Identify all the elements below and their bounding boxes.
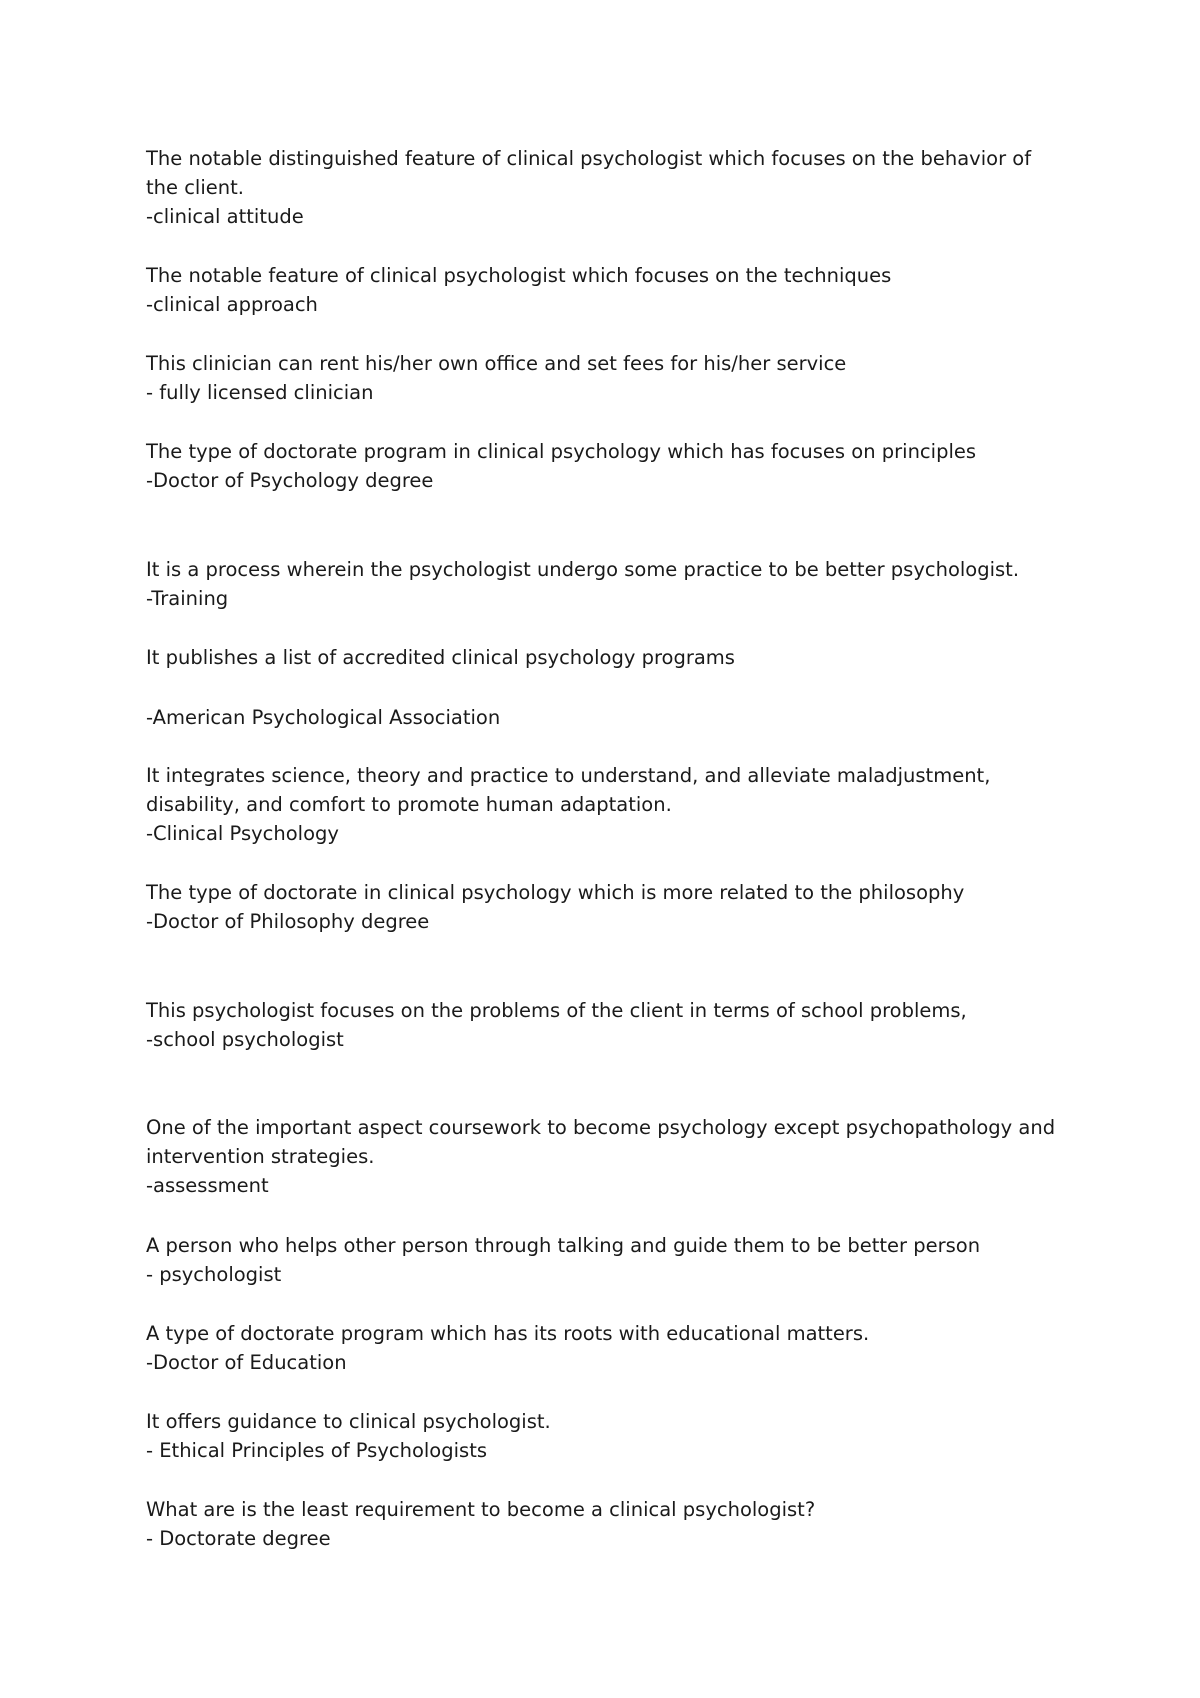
question-text: The type of doctorate in clinical psychology which is more related to the philosophy [146, 881, 965, 904]
answer-text: - psychologist [146, 1263, 282, 1286]
question-text: This psychologist focuses on the problems of the client in terms of school problems, [146, 999, 967, 1022]
answer-text: -Doctor of Psychology degree [146, 469, 434, 492]
question-text: disability, and comfort to promote human adaptation. [146, 793, 672, 816]
question-text: A type of doctorate program which has its roots with educational matters. [146, 1322, 870, 1345]
answer-text: -Doctor of Philosophy degree [146, 910, 430, 933]
question-text: It publishes a list of accredited clinical psychology programs [146, 646, 735, 669]
question-text: This clinician can rent his/her own office and set fees for his/her service [146, 352, 847, 375]
question-text: The type of doctorate program in clinical psychology which has focuses on principles [146, 440, 977, 463]
question-text: One of the important aspect coursework to become psychology except psychopathology and [146, 1116, 1056, 1139]
answer-text: -Training [146, 587, 229, 610]
answer-text: -Clinical Psychology [146, 822, 339, 845]
question-text: the client. [146, 176, 244, 199]
answer-text: -American Psychological Association [146, 706, 501, 729]
answer-text: -clinical attitude [146, 205, 304, 228]
question-text: It offers guidance to clinical psychologist. [146, 1410, 551, 1433]
question-text: It integrates science, theory and practice to understand, and alleviate maladjustment, [146, 764, 991, 787]
question-text: A person who helps other person through talking and guide them to be better person [146, 1234, 981, 1257]
answer-text: - Doctorate degree [146, 1527, 331, 1550]
question-text: The notable feature of clinical psychologist which focuses on the techniques [146, 264, 892, 287]
answer-text: -Doctor of Education [146, 1351, 347, 1374]
question-text: What are is the least requirement to become a clinical psychologist? [146, 1498, 816, 1521]
answer-text: - fully licensed clinician [146, 381, 374, 404]
answer-text: -assessment [146, 1174, 269, 1197]
answer-text: -school psychologist [146, 1028, 344, 1051]
question-text: intervention strategies. [146, 1145, 375, 1168]
question-text: The notable distinguished feature of clinical psychologist which focuses on the behavior of [146, 147, 1032, 170]
answer-text: -clinical approach [146, 293, 318, 316]
answer-text: - Ethical Principles of Psychologists [146, 1439, 487, 1462]
question-text: It is a process wherein the psychologist undergo some practice to be better psychologist. [146, 558, 1020, 581]
